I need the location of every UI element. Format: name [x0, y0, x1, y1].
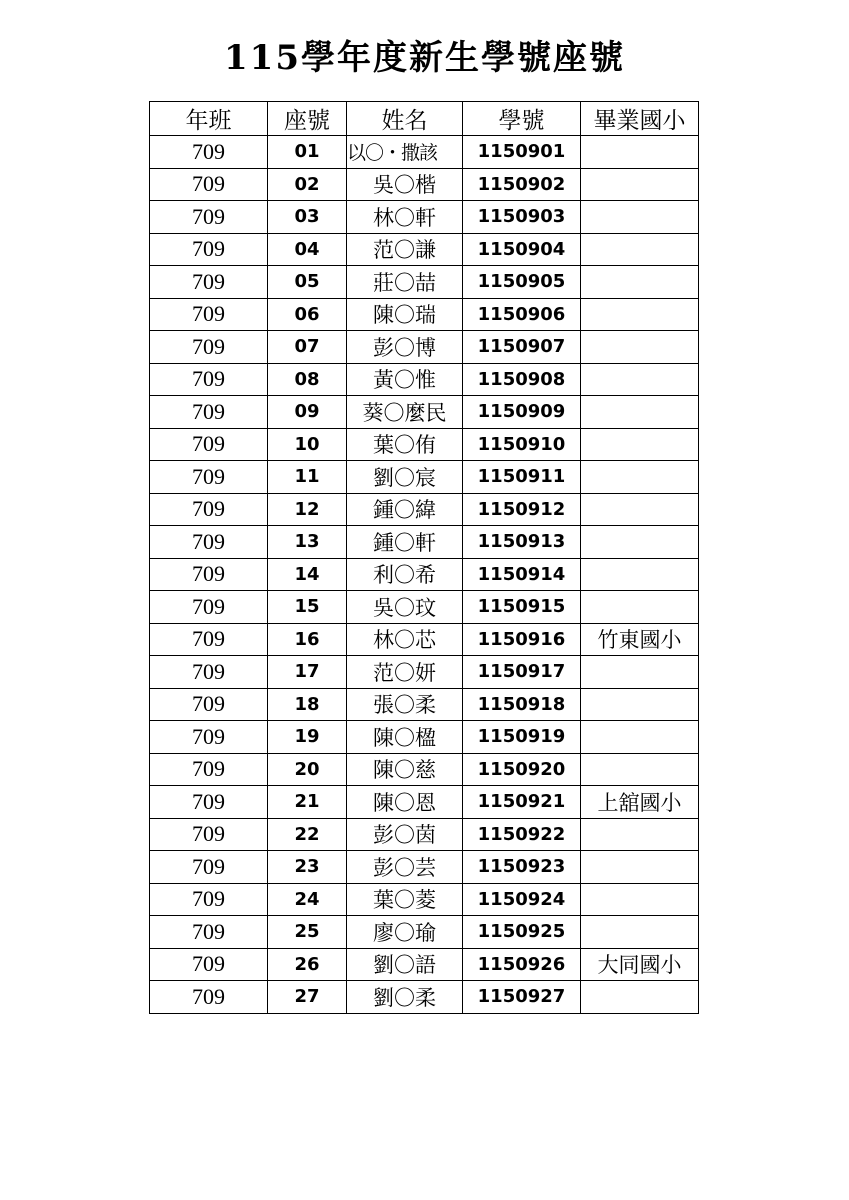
name-cell: 林〇軒	[347, 201, 463, 234]
class-cell: 709	[150, 623, 268, 656]
school-cell	[581, 396, 699, 429]
table-row	[150, 558, 699, 591]
name-cell: 利〇希	[347, 558, 463, 591]
table-row	[150, 331, 699, 364]
table-row	[150, 623, 699, 656]
seat-cell: 04	[268, 233, 347, 266]
school-cell	[581, 201, 699, 234]
seat-cell: 27	[268, 981, 347, 1014]
school-cell: 大同國小	[581, 948, 699, 981]
class-cell: 709	[150, 201, 268, 234]
seat-cell: 08	[268, 363, 347, 396]
name-cell: 鍾〇軒	[347, 526, 463, 559]
school-cell	[581, 981, 699, 1014]
seat-cell: 13	[268, 526, 347, 559]
seat-cell: 07	[268, 331, 347, 364]
class-cell: 709	[150, 136, 268, 169]
seat-cell: 02	[268, 168, 347, 201]
student-id-cell: 1150917	[463, 656, 581, 689]
name-cell: 林〇芯	[347, 623, 463, 656]
school-cell	[581, 591, 699, 624]
name-cell: 廖〇瑜	[347, 916, 463, 949]
school-cell	[581, 461, 699, 494]
class-cell: 709	[150, 786, 268, 819]
class-cell: 709	[150, 753, 268, 786]
school-cell: 上舘國小	[581, 786, 699, 819]
table-row	[150, 753, 699, 786]
class-cell: 709	[150, 851, 268, 884]
student-id-cell: 1150911	[463, 461, 581, 494]
class-cell: 709	[150, 461, 268, 494]
seat-cell: 05	[268, 266, 347, 299]
school-cell	[581, 363, 699, 396]
school-cell	[581, 428, 699, 461]
seat-cell: 16	[268, 623, 347, 656]
seat-cell: 19	[268, 721, 347, 754]
table-row	[150, 786, 699, 819]
student-id-cell: 1150919	[463, 721, 581, 754]
name-cell: 葵〇麼民	[347, 396, 463, 429]
table-row	[150, 298, 699, 331]
name-cell: 以〇・撒該	[347, 136, 463, 169]
class-cell: 709	[150, 916, 268, 949]
student-id-cell: 1150918	[463, 688, 581, 721]
name-cell: 陳〇楹	[347, 721, 463, 754]
seat-cell: 03	[268, 201, 347, 234]
header-name: 姓名	[347, 102, 463, 136]
table-row	[150, 363, 699, 396]
student-id-cell: 1150927	[463, 981, 581, 1014]
table-row	[150, 883, 699, 916]
name-cell: 葉〇侑	[347, 428, 463, 461]
student-id-cell: 1150904	[463, 233, 581, 266]
school-cell: 竹東國小	[581, 623, 699, 656]
student-id-cell: 1150925	[463, 916, 581, 949]
table-row	[150, 396, 699, 429]
student-id-cell: 1150921	[463, 786, 581, 819]
table-body	[150, 136, 699, 1014]
name-cell: 葉〇菱	[347, 883, 463, 916]
seat-cell: 17	[268, 656, 347, 689]
school-cell	[581, 136, 699, 169]
name-cell: 鍾〇緯	[347, 493, 463, 526]
table-row	[150, 656, 699, 689]
seat-cell: 22	[268, 818, 347, 851]
class-cell: 709	[150, 656, 268, 689]
student-roster-table	[149, 101, 699, 1014]
school-cell	[581, 721, 699, 754]
name-cell: 劉〇宸	[347, 461, 463, 494]
student-id-cell: 1150926	[463, 948, 581, 981]
class-cell: 709	[150, 298, 268, 331]
seat-cell: 24	[268, 883, 347, 916]
school-cell	[581, 656, 699, 689]
student-id-cell: 1150902	[463, 168, 581, 201]
table-row	[150, 461, 699, 494]
class-cell: 709	[150, 883, 268, 916]
seat-cell: 10	[268, 428, 347, 461]
table-row	[150, 136, 699, 169]
seat-cell: 11	[268, 461, 347, 494]
seat-cell: 06	[268, 298, 347, 331]
student-id-cell: 1150903	[463, 201, 581, 234]
header-school: 畢業國小	[581, 102, 699, 136]
class-cell: 709	[150, 428, 268, 461]
seat-cell: 18	[268, 688, 347, 721]
table-row	[150, 493, 699, 526]
table-row	[150, 233, 699, 266]
seat-cell: 25	[268, 916, 347, 949]
school-cell	[581, 168, 699, 201]
student-id-cell: 1150924	[463, 883, 581, 916]
table-row	[150, 916, 699, 949]
school-cell	[581, 233, 699, 266]
seat-cell: 14	[268, 558, 347, 591]
class-cell: 709	[150, 168, 268, 201]
seat-cell: 21	[268, 786, 347, 819]
table-row	[150, 818, 699, 851]
student-id-cell: 1150901	[463, 136, 581, 169]
name-cell: 范〇謙	[347, 233, 463, 266]
class-cell: 709	[150, 396, 268, 429]
class-cell: 709	[150, 948, 268, 981]
class-cell: 709	[150, 233, 268, 266]
student-id-cell: 1150908	[463, 363, 581, 396]
seat-cell: 23	[268, 851, 347, 884]
table-row	[150, 688, 699, 721]
class-cell: 709	[150, 526, 268, 559]
name-cell: 彭〇博	[347, 331, 463, 364]
student-id-cell: 1150916	[463, 623, 581, 656]
seat-cell: 12	[268, 493, 347, 526]
class-cell: 709	[150, 363, 268, 396]
name-cell: 黃〇惟	[347, 363, 463, 396]
name-cell: 陳〇瑞	[347, 298, 463, 331]
name-cell: 劉〇語	[347, 948, 463, 981]
name-cell: 莊〇喆	[347, 266, 463, 299]
student-id-cell: 1150913	[463, 526, 581, 559]
class-cell: 709	[150, 818, 268, 851]
name-cell: 彭〇茵	[347, 818, 463, 851]
table-row	[150, 948, 699, 981]
class-cell: 709	[150, 981, 268, 1014]
header-seat: 座號	[268, 102, 347, 136]
student-id-cell: 1150905	[463, 266, 581, 299]
seat-cell: 26	[268, 948, 347, 981]
page-title: 115學年度新生學號座號	[224, 38, 625, 78]
table-row	[150, 526, 699, 559]
school-cell	[581, 526, 699, 559]
name-cell: 吳〇楷	[347, 168, 463, 201]
table-row	[150, 721, 699, 754]
class-cell: 709	[150, 688, 268, 721]
school-cell	[581, 331, 699, 364]
class-cell: 709	[150, 331, 268, 364]
name-cell: 張〇柔	[347, 688, 463, 721]
school-cell	[581, 851, 699, 884]
table-row	[150, 266, 699, 299]
class-cell: 709	[150, 493, 268, 526]
school-cell	[581, 688, 699, 721]
school-cell	[581, 558, 699, 591]
student-id-cell: 1150923	[463, 851, 581, 884]
school-cell	[581, 883, 699, 916]
student-id-cell: 1150915	[463, 591, 581, 624]
seat-cell: 20	[268, 753, 347, 786]
school-cell	[581, 298, 699, 331]
school-cell	[581, 916, 699, 949]
seat-cell: 09	[268, 396, 347, 429]
name-cell: 陳〇慈	[347, 753, 463, 786]
table-row	[150, 428, 699, 461]
school-cell	[581, 266, 699, 299]
class-cell: 709	[150, 721, 268, 754]
student-id-cell: 1150909	[463, 396, 581, 429]
name-cell: 彭〇芸	[347, 851, 463, 884]
name-cell: 范〇妍	[347, 656, 463, 689]
student-id-cell: 1150910	[463, 428, 581, 461]
class-cell: 709	[150, 266, 268, 299]
table-row	[150, 851, 699, 884]
name-cell: 吳〇玟	[347, 591, 463, 624]
school-cell	[581, 493, 699, 526]
student-id-cell: 1150907	[463, 331, 581, 364]
table-row	[150, 168, 699, 201]
class-cell: 709	[150, 558, 268, 591]
student-id-cell: 1150906	[463, 298, 581, 331]
seat-cell: 01	[268, 136, 347, 169]
school-cell	[581, 753, 699, 786]
header-class: 年班	[150, 102, 268, 136]
table-row	[150, 981, 699, 1014]
table-header-row	[150, 102, 699, 136]
class-cell: 709	[150, 591, 268, 624]
table-row	[150, 201, 699, 234]
student-id-cell: 1150920	[463, 753, 581, 786]
name-cell: 劉〇柔	[347, 981, 463, 1014]
name-cell: 陳〇恩	[347, 786, 463, 819]
school-cell	[581, 818, 699, 851]
table-row	[150, 591, 699, 624]
seat-cell: 15	[268, 591, 347, 624]
student-id-cell: 1150912	[463, 493, 581, 526]
student-id-cell: 1150914	[463, 558, 581, 591]
student-id-cell: 1150922	[463, 818, 581, 851]
header-student-id: 學號	[463, 102, 581, 136]
